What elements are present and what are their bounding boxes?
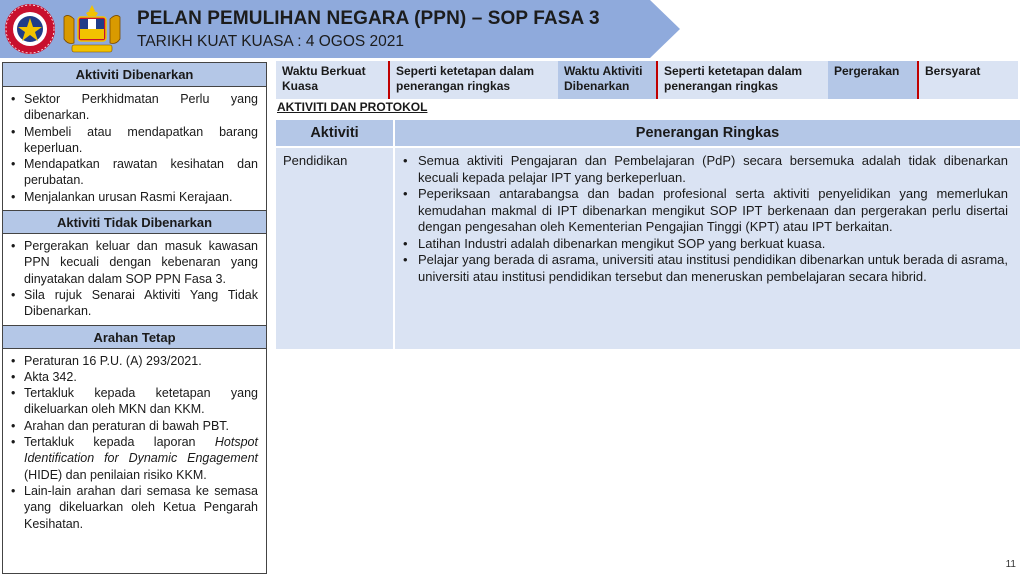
waktu-berkuat-value: Seperti ketetapan dalam penerangan ringkas	[390, 61, 558, 99]
activity-table	[276, 120, 1020, 349]
section-title-aktiviti-tidak-dibenarkan: Aktiviti Tidak Dibenarkan	[3, 210, 266, 234]
list-item: • Membeli atau mendapatkan barang keperluan.	[11, 124, 258, 157]
pergerakan-label: Pergerakan	[828, 61, 919, 99]
list-item: • Pelajar yang berada di asrama, universiti atau institusi pendidikan dibenarkan untuk berada di asrama, universiti atau institusi pendidikan tersebut dan meneruskan pembelajaran secara hibrid.	[403, 252, 1008, 285]
page-title: PELAN PEMULIHAN NEGARA (PPN) – SOP FASA 3	[137, 8, 600, 29]
pergerakan-value: Bersyarat	[919, 61, 1018, 99]
list-item: • Peraturan 16 P.U. (A) 293/2021.	[11, 353, 258, 369]
description-list	[403, 153, 1008, 285]
waktu-aktiviti-value: Seperti ketetapan dalam penerangan ringkas	[658, 61, 828, 99]
hide-text-italic: Hotspot Identification for Dynamic Engagement	[24, 435, 258, 466]
hide-text-post: (HIDE) dan penilaian risiko KKM.	[24, 467, 207, 482]
list-item: • Sila rujuk Senarai Aktiviti Yang Tidak Dibenarkan.	[11, 287, 258, 320]
column-header-aktiviti: Aktiviti	[276, 120, 395, 146]
activity-cell: Pendidikan	[276, 148, 395, 349]
table-header	[276, 120, 1020, 146]
page-number: 11	[1005, 559, 1016, 570]
list-item: • Pergerakan keluar dan masuk kawasan PPN kecuali dengan kebenaran yang dinyatakan dalam SOP PPN Fasa 3.	[11, 238, 258, 287]
hide-text-pre: Tertakluk kepada laporan	[24, 435, 215, 450]
description-cell	[395, 148, 1020, 349]
list-item: • Latihan Industri adalah dibenarkan mengikut SOP yang berkuat kuasa.	[403, 236, 1008, 253]
list-item: • Peperiksaan antarabangsa dan badan profesional serta aktiviti penyelidikan yang memerlukan kemudahan makmal di IPT dibenarkan mengikut SOP IPT berkenaan dan pergerakan perlu disertai dengan pengesahan oleh Kementerian Pengajian Tinggi (KPT) atau IPT berkaitan.	[403, 186, 1008, 236]
list-item: • Tertakluk kepada ketetapan yang dikeluarkan oleh MKN dan KKM.	[11, 385, 258, 418]
list-item: • Mendapatkan rawatan kesihatan dan perubatan.	[11, 156, 258, 189]
list-item: • Semua aktiviti Pengajaran dan Pembelajaran (PdP) secara bersemuka adalah tidak dibenarkan kecuali kepada pelajar IPT yang berkeperluan.	[403, 153, 1008, 186]
list-item	[11, 434, 258, 483]
waktu-berkuat-label: Waktu Berkuat Kuasa	[276, 61, 390, 99]
list-item: • Arahan dan peraturan di bawah PBT.	[11, 418, 258, 434]
section-title-aktiviti-dibenarkan: Aktiviti Dibenarkan	[3, 63, 266, 87]
waktu-aktiviti-label: Waktu Aktiviti Dibenarkan	[558, 61, 658, 99]
section-title-arahan-tetap: Arahan Tetap	[3, 325, 266, 349]
list-arahan-tetap	[3, 349, 266, 537]
list-item: • Akta 342.	[11, 369, 258, 385]
list-aktiviti-dibenarkan	[3, 87, 266, 210]
info-bar	[276, 61, 1018, 99]
list-item: • Lain-lain arahan dari semasa ke semasa yang dikeluarkan oleh Ketua Pengarah Kesihatan.	[11, 483, 258, 532]
list-item: • Menjalankan urusan Rasmi Kerajaan.	[11, 189, 258, 205]
list-aktiviti-tidak-dibenarkan	[3, 234, 266, 324]
left-panel	[2, 62, 267, 574]
malaysia-coat-of-arms-icon	[58, 3, 126, 55]
column-header-penerangan: Penerangan Ringkas	[395, 120, 1020, 146]
effective-date: TARIKH KUAT KUASA : 4 OGOS 2021	[137, 33, 405, 50]
section-label-aktiviti-protokol: AKTIVITI DAN PROTOKOL	[277, 100, 428, 114]
table-row	[276, 148, 1020, 349]
list-item: • Sektor Perkhidmatan Perlu yang dibenarkan.	[11, 91, 258, 124]
mkn-emblem-icon	[3, 3, 57, 55]
